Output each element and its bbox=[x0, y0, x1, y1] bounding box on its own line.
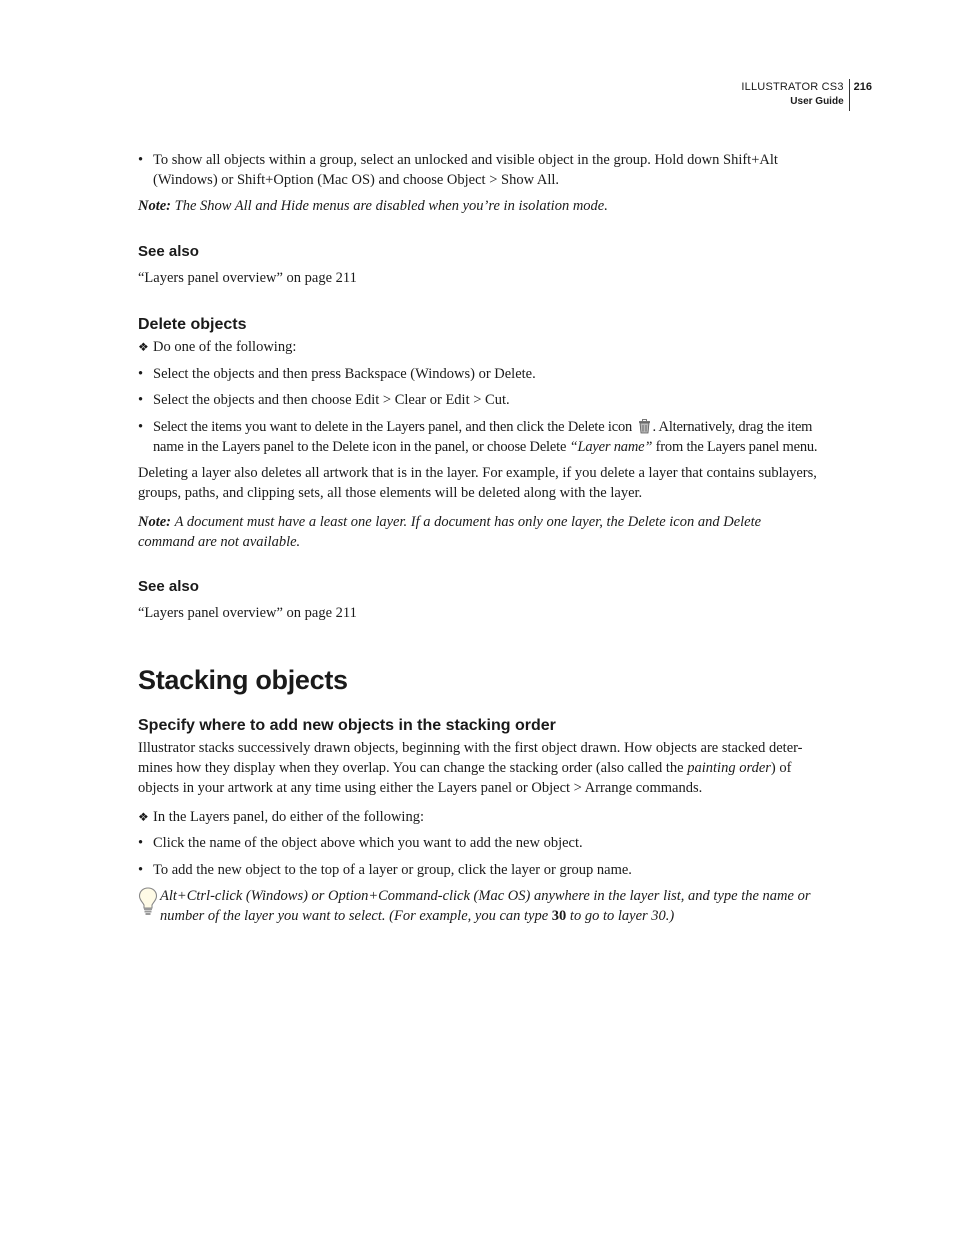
paragraph: Deleting a layer also deletes all artwork that is in the layer. For example, if you delete a layer that contains sublayers, groups, paths, and clipping sets, all those elements will be deleted along with the layer. bbox=[138, 465, 817, 501]
note bbox=[138, 196, 818, 216]
paragraph-part1: Illustrator stacks successively drawn objects, beginning with the first object drawn. How objects are stacked deter-mines how they display when they overlap. You can change the stacking order (also called the bbox=[138, 740, 803, 776]
layer-name-italic: “Layer name” bbox=[569, 439, 653, 455]
list-item bbox=[138, 860, 818, 880]
step-intro bbox=[138, 807, 818, 827]
step-glyph: ❖ bbox=[138, 340, 149, 354]
list-item bbox=[138, 364, 818, 384]
tip-bold: 30 bbox=[551, 908, 567, 924]
bullet-text: To add the new object to the top of a layer or group, click the layer or group name. bbox=[153, 862, 632, 878]
note-text: A document must have a least one layer. If a document has only one layer, the Delete icon and Delete command are not available. bbox=[138, 514, 762, 550]
page-number: 216 bbox=[853, 81, 872, 93]
chapter-title: Stacking objects bbox=[138, 665, 348, 695]
bullet-glyph: • bbox=[138, 366, 144, 382]
tip-text bbox=[160, 886, 818, 926]
tip-text-part1: Alt+Ctrl-click (Windows) or Option+Command-click (Mac OS) anywhere in the layer list, and type the name or number of the layer you want to select. (For example, you can type bbox=[160, 888, 811, 924]
bullet-glyph: • bbox=[138, 392, 144, 408]
lightbulb-icon-svg bbox=[138, 886, 158, 918]
see-also-heading: See also bbox=[138, 243, 199, 260]
step-text: In the Layers panel, do either of the following: bbox=[153, 809, 424, 825]
header-product: ILLUSTRATOR CS3 bbox=[741, 81, 844, 93]
bullet-glyph: • bbox=[138, 152, 144, 168]
bullet-text-part2: . Alternatively, drag the item name in the Layers panel to the Delete icon in the panel, or choose Delete bbox=[153, 419, 813, 455]
step-text: Do one of the following: bbox=[153, 339, 297, 355]
trash-icon bbox=[638, 419, 651, 434]
see-also-link[interactable]: “Layers panel overview” on page 211 bbox=[138, 270, 357, 286]
note-text: The Show All and Hide menus are disabled when you’re in isolation mode. bbox=[174, 198, 608, 214]
note bbox=[138, 512, 818, 552]
bullet-glyph: • bbox=[138, 862, 144, 878]
page-content bbox=[138, 150, 818, 926]
lightbulb-icon bbox=[138, 886, 160, 924]
bullet-text: Select the objects and then choose Edit > Clear or Edit > Cut. bbox=[153, 392, 510, 408]
header-guide: User Guide bbox=[790, 96, 844, 107]
section-heading-stacking-order: Specify where to add new objects in the stacking order bbox=[138, 717, 556, 734]
paragraph bbox=[138, 738, 818, 798]
bullet-text bbox=[153, 417, 818, 457]
painting-order-italic: painting order bbox=[687, 760, 771, 776]
list-item bbox=[138, 390, 818, 410]
bullet-glyph: • bbox=[138, 835, 144, 851]
tip bbox=[138, 886, 818, 926]
see-also-link[interactable]: “Layers panel overview” on page 211 bbox=[138, 605, 357, 621]
note-label: Note: bbox=[138, 198, 172, 214]
bullet-text-part3: from the Layers panel menu. bbox=[655, 439, 818, 455]
bullet-text: Select the objects and then press Backspace (Windows) or Delete. bbox=[153, 366, 536, 382]
bullet-text: To show all objects within a group, select an unlocked and visible object in the group. Hold down Shift+Alt (Windows) or Shift+Option (Mac OS) and choose Object > Show All. bbox=[153, 152, 778, 188]
bullet-glyph: • bbox=[138, 419, 143, 435]
bullet-text-part1: Select the items you want to delete in the Layers panel, and then click the Delete icon bbox=[153, 419, 633, 435]
paragraph-part2: ) of objects in your artwork at any time using either the Layers panel or Object > Arrange commands. bbox=[138, 760, 792, 796]
tip-text-part2: to go to layer 30.) bbox=[569, 908, 675, 924]
section-heading-delete-objects: Delete objects bbox=[138, 316, 247, 333]
page-header bbox=[741, 79, 872, 111]
list-item bbox=[138, 417, 818, 457]
see-also-heading: See also bbox=[138, 578, 199, 595]
header-text bbox=[741, 79, 849, 111]
list-item bbox=[138, 833, 818, 853]
list-item bbox=[138, 150, 818, 190]
step-glyph: ❖ bbox=[138, 810, 149, 824]
note-label: Note: bbox=[138, 514, 172, 530]
step-intro bbox=[138, 337, 818, 357]
bullet-text: Click the name of the object above which you want to add the new object. bbox=[153, 835, 583, 851]
